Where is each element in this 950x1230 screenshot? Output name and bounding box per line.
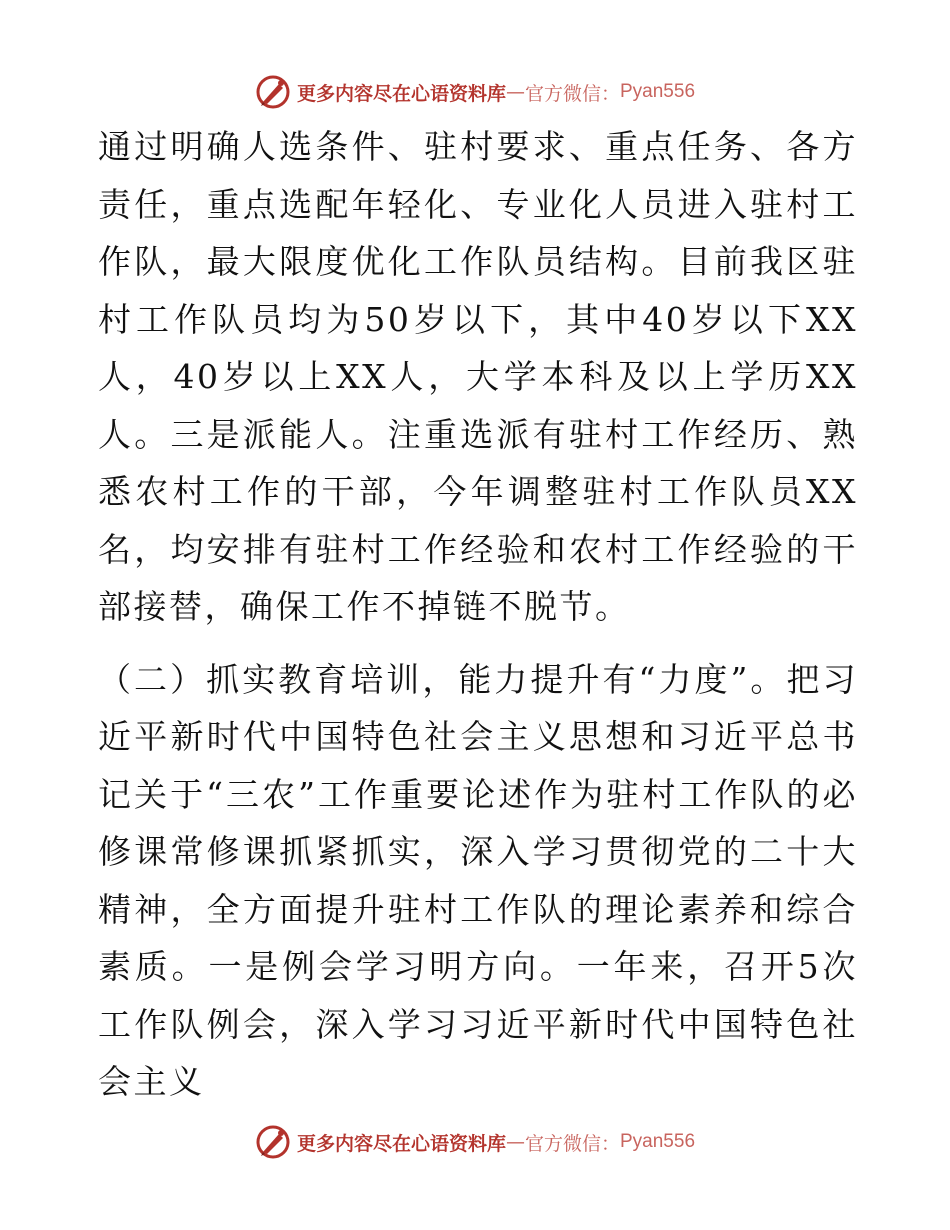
pen-circle-logo-icon: [255, 74, 291, 110]
footer-separator: —: [505, 1131, 525, 1153]
footer-official-label: 官方微信：: [524, 1132, 620, 1155]
paragraph-2: （二）抓实教育培训，能力提升有“力度”。把习近平新时代中国特色社会主义思想和习近平总书记关于“三农”工作重要论述作为驻村工作队的必修课常修课抓紧抓实，深入学习贯彻党的二十大精神，全方面提升驻村工作队的理论素养和综合素质。一是例会学习明方向。一年来，召开5次工作队例会，深入学习习近平新时代中国特色社会主义: [98, 659, 858, 1101]
header-separator: —: [505, 81, 525, 103]
header-official-label: 官方微信：: [524, 82, 620, 105]
footer-banner-text: [297, 1129, 695, 1156]
header-banner: [0, 72, 950, 112]
footer-handle: Pyan556: [620, 1131, 696, 1152]
paragraph-1: 通过明确人选条件、驻村要求、重点任务、各方责任，重点选配年轻化、专业化人员进入驻村工作队，最大限度优化工作队员结构。目前我区驻村工作队员均为50岁以下，其中40岁以下XX人，40岁以上XX人，大学本科及以上学历XX人。三是派能人。注重选派有驻村工作经历、熟悉农村工作的干部，今年调整驻村工作队员XX名，均安排有驻村工作经验和农村工作经验的干部接替，确保工作不掉链不脱节。: [98, 127, 858, 626]
header-handle: Pyan556: [620, 81, 696, 102]
pen-circle-logo-icon: [255, 1124, 291, 1160]
footer-banner: [0, 1122, 950, 1162]
footer-brand: 更多内容尽在心语资料库: [296, 1132, 506, 1155]
document-body: [98, 118, 858, 1111]
header-brand: 更多内容尽在心语资料库: [296, 82, 506, 105]
header-banner-text: [297, 79, 695, 106]
